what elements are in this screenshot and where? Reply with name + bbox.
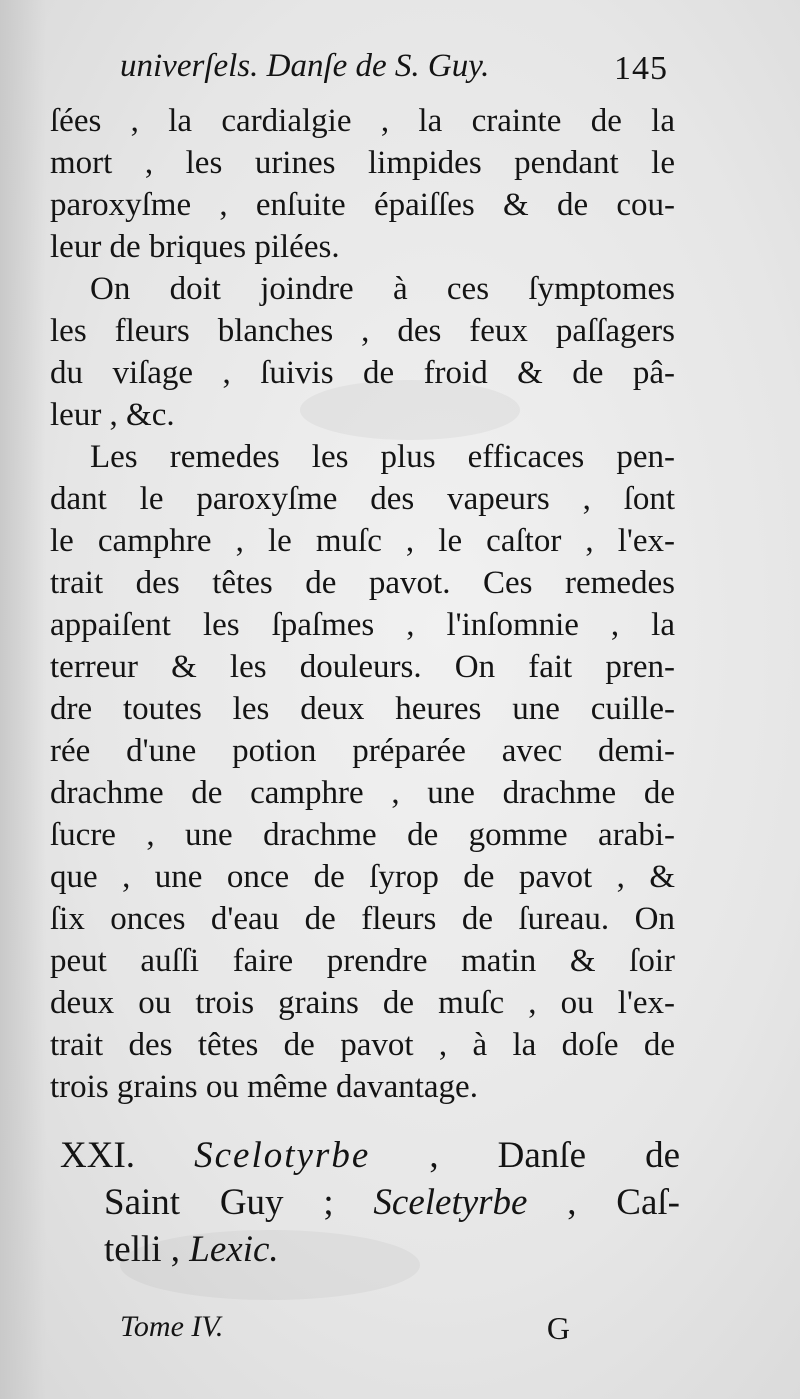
signature-mark: G	[546, 1310, 570, 1346]
entry-text: telli ,	[104, 1229, 181, 1270]
entry-line	[60, 1226, 680, 1273]
running-head	[120, 48, 680, 98]
text-line: ſées , la cardialgie , la crainte de la	[50, 103, 675, 139]
body-text	[50, 100, 675, 1108]
text-line: deux ou trois grains de muſc , ou l'ex-	[50, 985, 675, 1021]
entry-heading	[60, 1132, 680, 1273]
text-line: le camphre , le muſc , le caſtor , l'ex-	[50, 523, 675, 559]
text-line: appaiſent les ſpaſmes , l'inſomnie , la	[50, 607, 675, 643]
text-line: terreur & les douleurs. On fait pren-	[50, 649, 675, 685]
text-line: trois grains ou même davantage.	[50, 1069, 478, 1105]
text-line: ſix onces d'eau de fleurs de ſureau. On	[50, 901, 675, 937]
text-line: du viſage , ſuivis de froid & de pâ-	[50, 355, 675, 391]
text-line: leur de briques pilées.	[50, 229, 340, 265]
entry-text: , Caſ-	[567, 1182, 680, 1223]
text-line: les fleurs blanches , des feux paſſagers	[50, 313, 675, 349]
page-footer	[120, 1310, 580, 1354]
text-line: paroxyſme , enſuite épaiſſes & de cou-	[50, 187, 675, 223]
text-line: Les remedes les plus efficaces pen-	[90, 439, 675, 475]
page-number: 145	[614, 50, 668, 87]
text-line: leur , &c.	[50, 397, 175, 433]
text-line: On doit joindre à ces ſymptomes	[90, 271, 675, 307]
running-head-title: univerſels. Danſe de S. Guy.	[120, 48, 490, 84]
entry-synonym: Sceletyrbe	[373, 1182, 528, 1223]
entry-reference: Lexic.	[189, 1229, 279, 1270]
text-line: que , une once de ſyrop de pavot , &	[50, 859, 675, 895]
text-line: dre toutes les deux heures une cuille-	[50, 691, 675, 727]
entry-line	[60, 1179, 680, 1226]
entry-text: , Danſe de	[429, 1135, 680, 1176]
entry-term: Scelotyrbe	[194, 1135, 371, 1176]
entry-line	[60, 1132, 680, 1179]
text-line: ſucre , une drachme de gomme arabi-	[50, 817, 675, 853]
text-line: mort , les urines limpides pendant le	[50, 145, 675, 181]
text-line: drachme de camphre , une drachme de	[50, 775, 675, 811]
text-line: rée d'une potion préparée avec demi-	[50, 733, 675, 769]
text-line: trait des têtes de pavot , à la doſe de	[50, 1027, 675, 1063]
entry-number: XXI.	[60, 1135, 136, 1176]
text-line: trait des têtes de pavot. Ces remedes	[50, 565, 675, 601]
entry-text: Saint Guy ;	[104, 1182, 334, 1223]
volume-label: Tome IV.	[120, 1310, 224, 1343]
text-line: peut auſſi faire prendre matin & ſoir	[50, 943, 675, 979]
text-line: dant le paroxyſme des vapeurs , ſont	[50, 481, 675, 517]
